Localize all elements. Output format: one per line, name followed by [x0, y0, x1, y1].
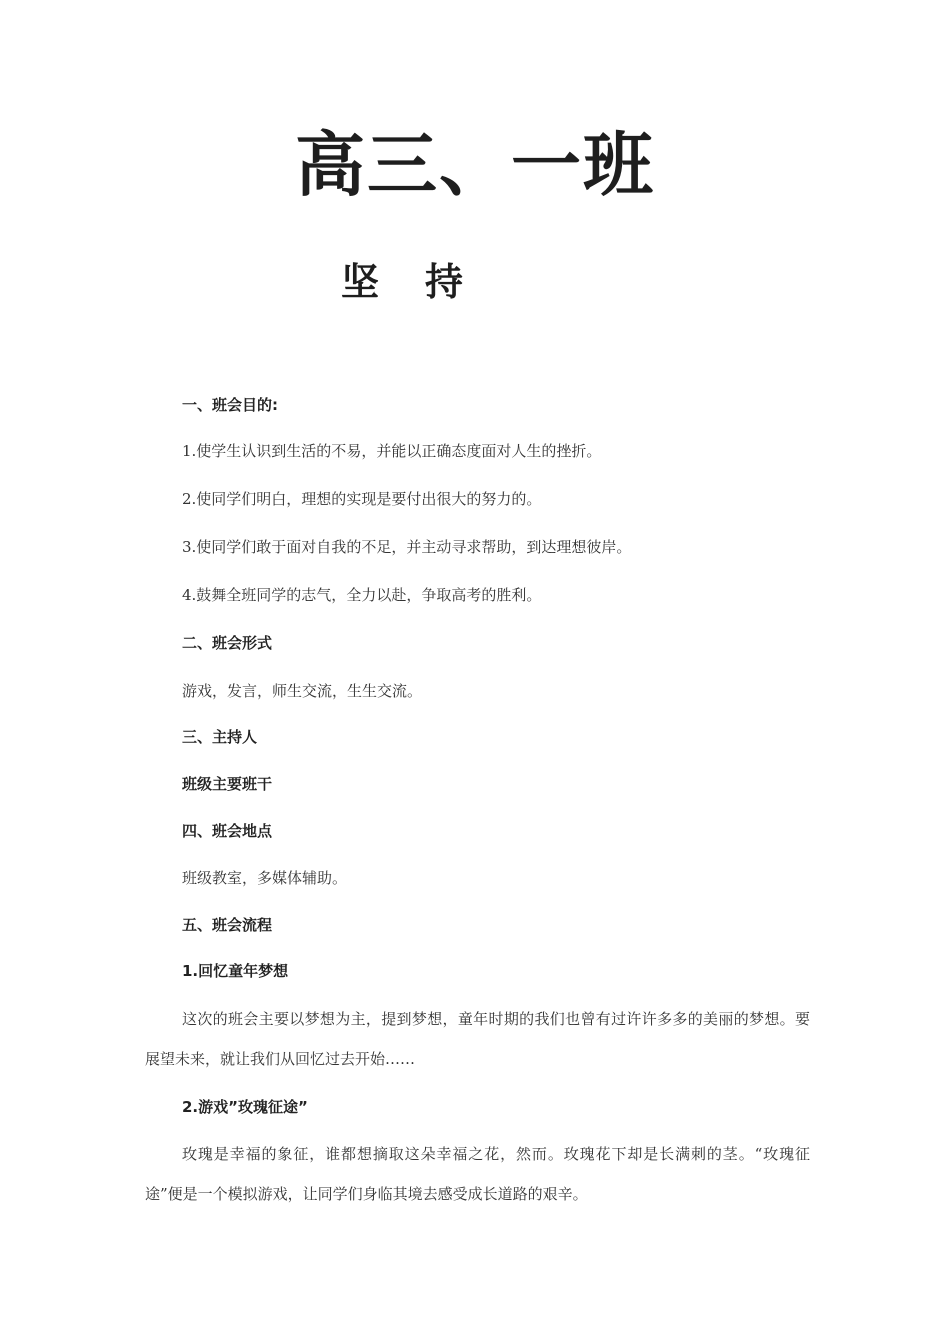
section-heading-process: 五、班会流程 [182, 916, 273, 934]
section-heading-location: 四、班会地点 [182, 822, 273, 840]
purpose-item: 1.使学生认识到生活的不易，并能以正确态度面对人生的挫折。 [182, 442, 602, 460]
process-step-heading: 1.回忆童年梦想 [182, 962, 289, 980]
document-title: 高三、一班 [295, 123, 655, 206]
process-step-text: 玫瑰是幸福的象征，谁都想摘取这朵幸福之花，然而。玫瑰花下却是长满刺的茎。“玫瑰征途”便是一个模拟游戏，让同学们身临其境去感受成长道路的艰辛。 [145, 1145, 810, 1203]
process-step-text: 这次的班会主要以梦想为主，提到梦想，童年时期的我们也曾有过许许多多的美丽的梦想。要展望未来，就让我们从回忆过去开始…… [145, 1010, 810, 1068]
purpose-item: 3.使同学们敢于面对自我的不足，并主动寻求帮助，到达理想彼岸。 [182, 538, 632, 556]
host-text: 班级主要班干 [182, 775, 273, 793]
section-heading-purpose: 一、班会目的: [182, 396, 278, 414]
form-text: 游戏，发言，师生交流，生生交流。 [182, 682, 423, 700]
process-step-heading: 2.游戏”玫瑰征途” [182, 1098, 308, 1116]
section-heading-form: 二、班会形式 [182, 634, 273, 652]
section-heading-host: 三、主持人 [182, 728, 258, 746]
location-text: 班级教室，多媒体辅助。 [182, 869, 348, 887]
document-subtitle: 坚持 [340, 259, 509, 304]
purpose-item: 4.鼓舞全班同学的志气，全力以赴，争取高考的胜利。 [182, 586, 542, 604]
purpose-item: 2.使同学们明白，理想的实现是要付出很大的努力的。 [182, 490, 542, 508]
